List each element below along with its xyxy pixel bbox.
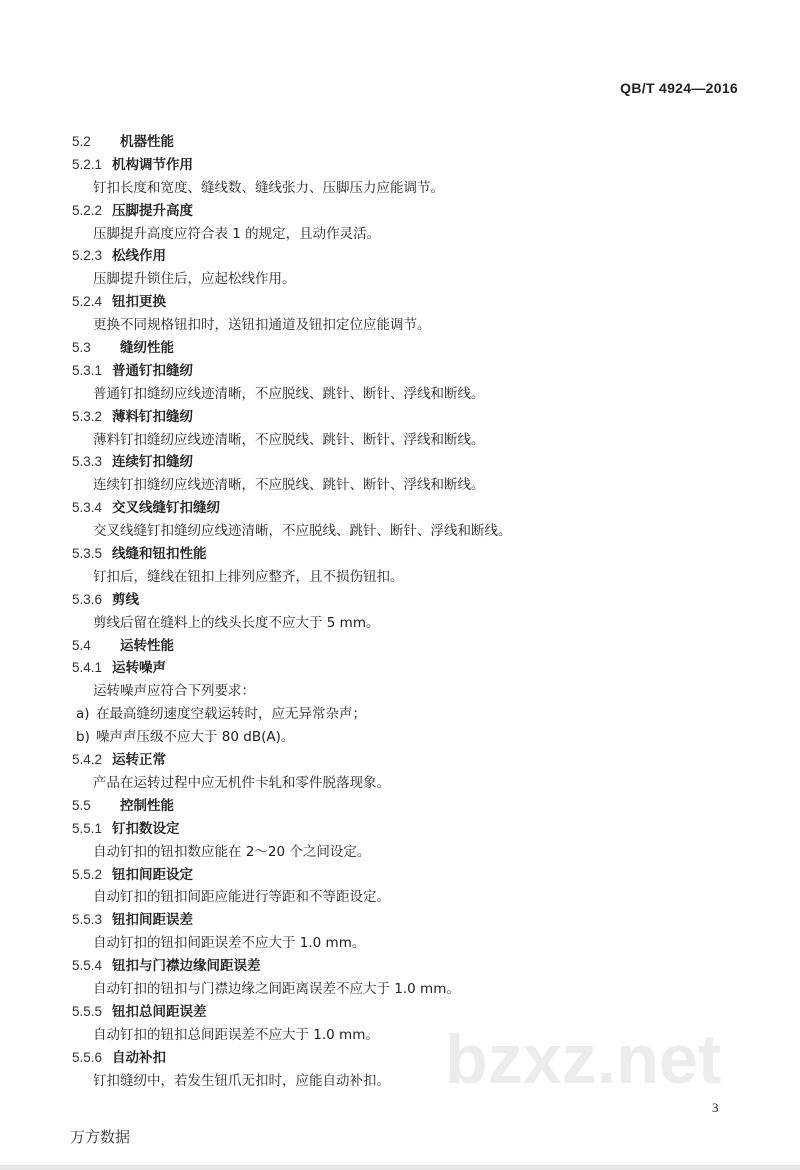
section-heading bbox=[72, 200, 752, 223]
section-number: 5.2.2 bbox=[72, 202, 103, 218]
section-title: 连续钉扣缝纫 bbox=[112, 454, 193, 471]
section-title: 机构调节作用 bbox=[112, 156, 193, 173]
section-title: 自动补扣 bbox=[112, 1049, 166, 1066]
list-item-text: 噪声声压级不应大于 80 dB(A)。 bbox=[96, 729, 295, 746]
section-title: 缝纫性能 bbox=[120, 340, 174, 357]
section-heading bbox=[72, 635, 752, 658]
paragraph: 普通钉扣缝纫应线迹清晰，不应脱线、跳针、断针、浮线和断线。 bbox=[93, 385, 485, 402]
paragraph: 钉扣后，缝线在钮扣上排列应整齐，且不损伤钮扣。 bbox=[93, 568, 404, 585]
source-label: 万方数据 bbox=[70, 1128, 131, 1146]
section-number: 5.5.4 bbox=[72, 958, 103, 974]
section-title: 钮扣间距设定 bbox=[112, 866, 193, 883]
paragraph: 自动钉扣的钮扣与门襟边缘之间距离误差不应大于 1.0 mm。 bbox=[93, 980, 460, 997]
section-title: 钮扣更换 bbox=[112, 294, 166, 311]
section-number: 5.3.3 bbox=[72, 454, 103, 470]
section-heading bbox=[72, 337, 752, 360]
paragraph: 压脚提升锁住后，应起松线作用。 bbox=[93, 271, 296, 288]
section-number: 5.2.1 bbox=[72, 156, 103, 172]
section-number: 5.4 bbox=[72, 637, 91, 653]
section-number: 5.2 bbox=[72, 134, 91, 149]
section-number: 5.3 bbox=[72, 340, 91, 356]
section-heading bbox=[72, 657, 752, 680]
paragraph: 薄料钉扣缝纫应线迹清晰，不应脱线、跳针、断针、浮线和断线。 bbox=[93, 431, 485, 448]
paragraph: 钉扣长度和宽度、缝线数、缝线张力、压脚压力应能调节。 bbox=[93, 179, 444, 196]
paragraph: 交叉线缝钉扣缝纫应线迹清晰，不应脱线、跳针、断针、浮线和断线。 bbox=[93, 523, 512, 540]
section-title: 线缝和钮扣性能 bbox=[112, 546, 207, 563]
document-body bbox=[72, 131, 752, 1098]
section-title: 机器性能 bbox=[120, 134, 174, 150]
section-title: 剪线 bbox=[112, 591, 139, 608]
section-number: 5.2.4 bbox=[72, 294, 103, 310]
list-item bbox=[72, 726, 752, 749]
section-heading bbox=[72, 1001, 752, 1024]
section-heading bbox=[72, 864, 752, 887]
section-number: 5.5.5 bbox=[72, 1003, 103, 1019]
list-item bbox=[72, 703, 752, 726]
section-heading bbox=[72, 291, 752, 314]
section-number: 5.4.2 bbox=[72, 752, 103, 768]
paragraph: 连续钉扣缝纫应线迹清晰，不应脱线、跳针、断针、浮线和断线。 bbox=[93, 477, 485, 494]
section-title: 钮扣总间距误差 bbox=[112, 1003, 207, 1020]
section-number: 5.2.3 bbox=[72, 248, 103, 264]
section-heading bbox=[72, 245, 752, 268]
section-number: 5.3.6 bbox=[72, 591, 103, 607]
paragraph: 压脚提升高度应符合表 1 的规定，且动作灵活。 bbox=[93, 225, 381, 242]
paragraph: 自动钉扣的钮扣数应能在 2～20 个之间设定。 bbox=[93, 843, 371, 860]
section-number: 5.4.1 bbox=[72, 660, 103, 676]
section-title: 运转正常 bbox=[112, 752, 166, 769]
section-number: 5.3.1 bbox=[72, 362, 103, 378]
page-number: 3 bbox=[712, 1100, 719, 1115]
section-heading bbox=[72, 406, 752, 429]
section-heading bbox=[72, 451, 752, 474]
list-item-text: 在最高缝纫速度空载运转时，应无异常杂声； bbox=[96, 706, 366, 723]
section-title: 钉扣数设定 bbox=[112, 820, 180, 837]
paragraph: 产品在运转过程中应无机件卡轧和零件脱落现象。 bbox=[93, 774, 390, 791]
section-number: 5.3.2 bbox=[72, 408, 103, 424]
section-heading bbox=[72, 497, 752, 520]
section-number: 5.5.1 bbox=[72, 820, 103, 836]
section-heading bbox=[72, 909, 752, 932]
watermark: bzxz.net bbox=[445, 1020, 722, 1098]
section-heading bbox=[72, 543, 752, 566]
section-number: 5.3.5 bbox=[72, 546, 103, 562]
section-heading bbox=[72, 589, 752, 612]
section-heading bbox=[72, 955, 752, 978]
page-bottom-edge bbox=[0, 1165, 800, 1170]
section-heading bbox=[72, 795, 752, 818]
section-title: 钮扣间距误差 bbox=[112, 912, 193, 929]
section-heading bbox=[72, 1047, 752, 1070]
paragraph: 钉扣缝纫中，若发生钮爪无扣时，应能自动补扣。 bbox=[93, 1072, 390, 1089]
section-title: 控制性能 bbox=[120, 797, 174, 814]
section-heading bbox=[72, 818, 752, 841]
paragraph: 自动钉扣的钮扣间距误差不应大于 1.0 mm。 bbox=[93, 935, 366, 952]
section-number: 5.5.6 bbox=[72, 1049, 103, 1065]
section-title: 压脚提升高度 bbox=[112, 202, 193, 219]
section-title: 薄料钉扣缝纫 bbox=[112, 408, 193, 425]
section-title: 普通钉扣缝纫 bbox=[112, 362, 193, 379]
paragraph: 更换不同规格钮扣时，送钮扣通道及钮扣定位应能调节。 bbox=[93, 317, 431, 334]
paragraph: 自动钉扣的钮扣总间距误差不应大于 1.0 mm。 bbox=[93, 1026, 379, 1043]
section-heading bbox=[72, 131, 752, 154]
section-title: 运转噪声 bbox=[112, 660, 166, 677]
list-marker: a) bbox=[76, 706, 90, 723]
section-heading bbox=[72, 154, 752, 177]
section-number: 5.5.2 bbox=[72, 866, 103, 882]
standard-code: QB/T 4924—2016 bbox=[620, 80, 738, 96]
section-number: 5.5 bbox=[72, 797, 91, 813]
section-number: 5.3.4 bbox=[72, 500, 103, 516]
paragraph: 剪线后留在缝料上的线头长度不应大于 5 mm。 bbox=[93, 614, 380, 631]
section-title: 钮扣与门襟边缘间距误差 bbox=[112, 958, 261, 975]
section-number: 5.5.3 bbox=[72, 912, 103, 928]
list-marker: b) bbox=[76, 729, 90, 746]
section-heading bbox=[72, 749, 752, 772]
section-title: 交叉线缝钉扣缝纫 bbox=[112, 500, 220, 517]
paragraph: 运转噪声应符合下列要求： bbox=[93, 683, 255, 700]
paragraph: 自动钉扣的钮扣间距应能进行等距和不等距设定。 bbox=[93, 889, 390, 906]
section-title: 运转性能 bbox=[120, 637, 174, 654]
section-title: 松线作用 bbox=[112, 248, 166, 265]
section-heading bbox=[72, 360, 752, 383]
